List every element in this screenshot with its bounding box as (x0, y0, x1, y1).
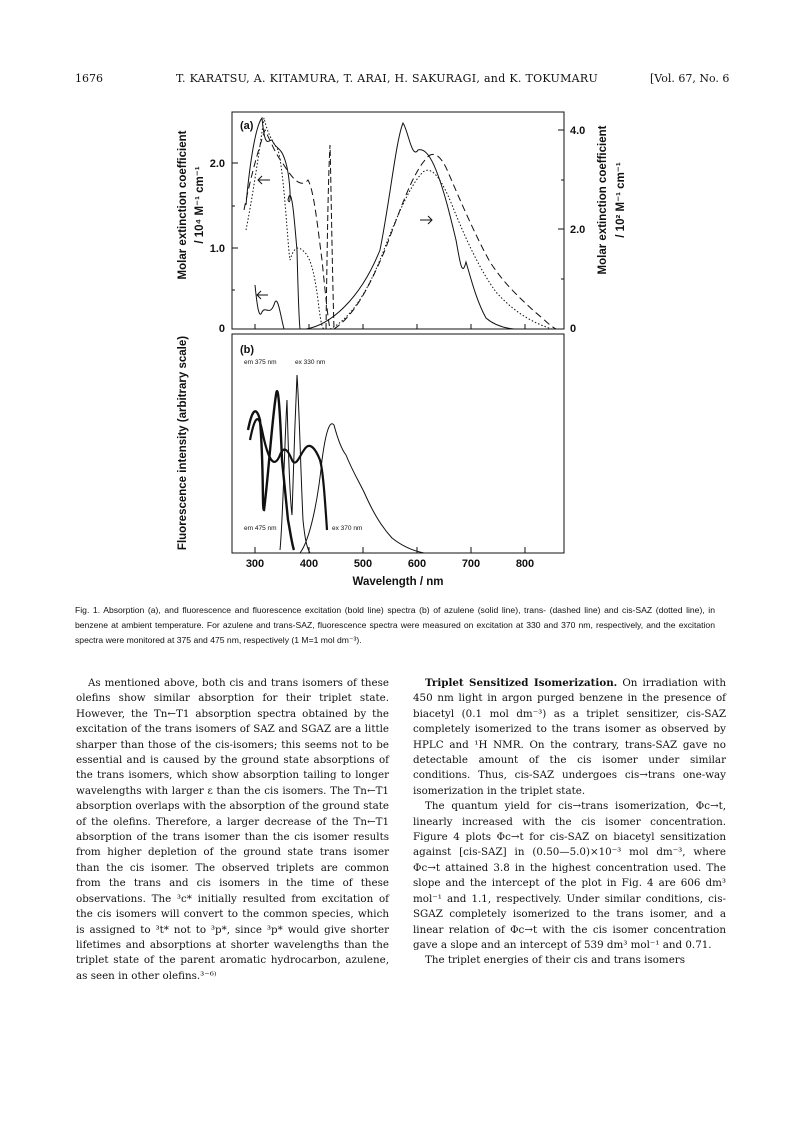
annot-em-475: em 475 nm (244, 525, 277, 532)
right-paragraph-2: The quantum yield for cis→trans isomerization, Φc→t, linearly increased with the cis isomer concentration. Figure 4 plots Φc→t for cis-SAZ on biacetyl sensitization against [cis-SAZ] in (0.50—5.0)×10⁻³ mol dm⁻³, where Φc→t attained 3.8 in the highest concentration used. The slope and the intercept of the plot in Fig. 4 are 606 dm³ mol⁻¹ and 1.1, respectively. Under similar conditions, cis-SGAZ completely isomerized to the trans isomer, and a linear relation of Φc→t with the cis isomer concentration gave a slope and an intercept of 539 dm³ mol⁻¹ and 0.71. (413, 800, 726, 951)
x-tick-800: 800 (515, 558, 535, 570)
arrow-right (420, 216, 432, 224)
left-axis-label-b: Fluorescence intensity (arbitrary scale) (177, 335, 189, 551)
left-column (76, 676, 389, 984)
azulene-uv-absorption-low (255, 285, 284, 329)
left-axis-label-a: Molar extinction coefficient (177, 130, 189, 280)
trans-saz-fluorescence-thin (300, 424, 424, 553)
left-tick-1: 1.0 (209, 243, 225, 255)
x-tick-500: 500 (353, 558, 373, 570)
cis-saz-uv-dotted (246, 118, 324, 329)
right-tick-0: 0 (570, 323, 577, 335)
x-axis-label: Wavelength / nm (352, 576, 444, 588)
arrow-left-upper (258, 176, 270, 184)
x-tick-600: 600 (407, 558, 427, 570)
cis-saz-vis-dotted (330, 170, 552, 329)
figure-caption: Fig. 1. Absorption (a), and fluorescence and fluorescence excitation (bold line) spectra (b) of azulene (solid line), trans- (dashed line) and cis-SAZ (dotted line), in benzene at ambient temperature. For azulene and trans-SAZ, fluorescence spectra were measured on excitation at 330 and 370 nm, respectively, and the excitation spectra were monitored at 375 and 475 nm, respectively (1 M=1 mol dm⁻³). (75, 605, 715, 645)
arrow-left-lower (257, 291, 268, 299)
right-axis-label-a: Molar extinction coefficient (597, 125, 609, 275)
right-paragraph-3: The triplet energies of their cis and trans isomers (425, 954, 686, 967)
x-tick-700: 700 (461, 558, 481, 570)
section-title: Triplet Sensitized Isomerization. (425, 677, 618, 689)
running-authors: T. KARATSU, A. KITAMURA, T. ARAI, H. SAKURAGI, and K. TOKUMARU (176, 72, 599, 85)
azulene-uv-absorption (246, 118, 300, 329)
right-column (413, 676, 726, 969)
right-tick-2: 4.0 (570, 125, 586, 137)
panel-a-right-ticks (558, 125, 585, 335)
annot-ex-370: ex 370 nm (332, 525, 363, 532)
azulene-fluorescence-thin (280, 375, 310, 553)
trans-saz-vis-dashed (334, 154, 556, 329)
journal-volume: [Vol. 67, No. 6 (650, 72, 730, 85)
annot-em-375: em 375 nm (244, 359, 277, 366)
left-axis-unit-a: / 10⁴ M⁻¹ cm⁻¹ (194, 166, 206, 244)
right-axis-unit-a: / 10² M⁻¹ cm⁻¹ (615, 162, 627, 238)
x-axis-ticks (246, 324, 534, 570)
right-paragraph-1 (413, 676, 726, 799)
left-tick-0: 0 (218, 323, 225, 335)
left-tick-2: 2.0 (209, 158, 225, 170)
x-tick-400: 400 (299, 558, 319, 570)
panel-a-left-ticks (210, 158, 238, 335)
panel-b-label: (b) (240, 344, 255, 356)
annot-ex-330: ex 330 nm (295, 359, 326, 366)
x-tick-300: 300 (245, 558, 265, 570)
right-tick-1: 2.0 (570, 224, 586, 236)
azulene-vis-absorption (306, 123, 514, 329)
page-number: 1676 (75, 72, 103, 85)
trans-saz-peak-dashed (326, 145, 334, 329)
left-paragraph: As mentioned above, both cis and trans isomers of these olefins show similar absorption for their triplet state. However, the Tn←T1 absorption spectra obtained by the excitation of the trans isomers of SAZ and SGAZ are a little sharper than those of the cis-isomers; this seems not to be essential and is caused by the ground state absorptions of the trans isomers, which show absorption tailing to longer wavelengths with larger ε than the cis isomers. The Tn←T1 absorption overlaps with the absorption of the ground state of the olefins. Therefore, a larger decrease of the Tn←T1 absorption of the trans isomer than the cis isomer results from higher depletion of the ground state trans isomer than the cis isomer. The observed triplets are common from the trans and cis isomers in the time of these observations. The ³c* initially resulted from excitation of the cis isomers will convert to the common species, which is assigned to ³t* not to ³p*, since ³p* would give shorter lifetimes and absorptions at shorter wavelengths than the triplet state of the parent aromatic hydrocarbon, azulene, as seen in other olefins.³⁻⁶⁾ (76, 677, 389, 982)
right-paragraph-1-text: On irradiation with 450 nm light in argon purged benzene in the presence of biacetyl (0.1 mol dm⁻³) as a triplet sensitizer, cis-SAZ completely isomerized to the trans isomer as observed by HPLC and ¹H NMR. On the contrary, trans-SAZ gave no detectable amount of the cis isomer under similar conditions. Thus, cis-SAZ undergoes cis→trans one-way isomerization in the triplet state. (413, 677, 726, 797)
panel-a-label: (a) (240, 120, 254, 132)
